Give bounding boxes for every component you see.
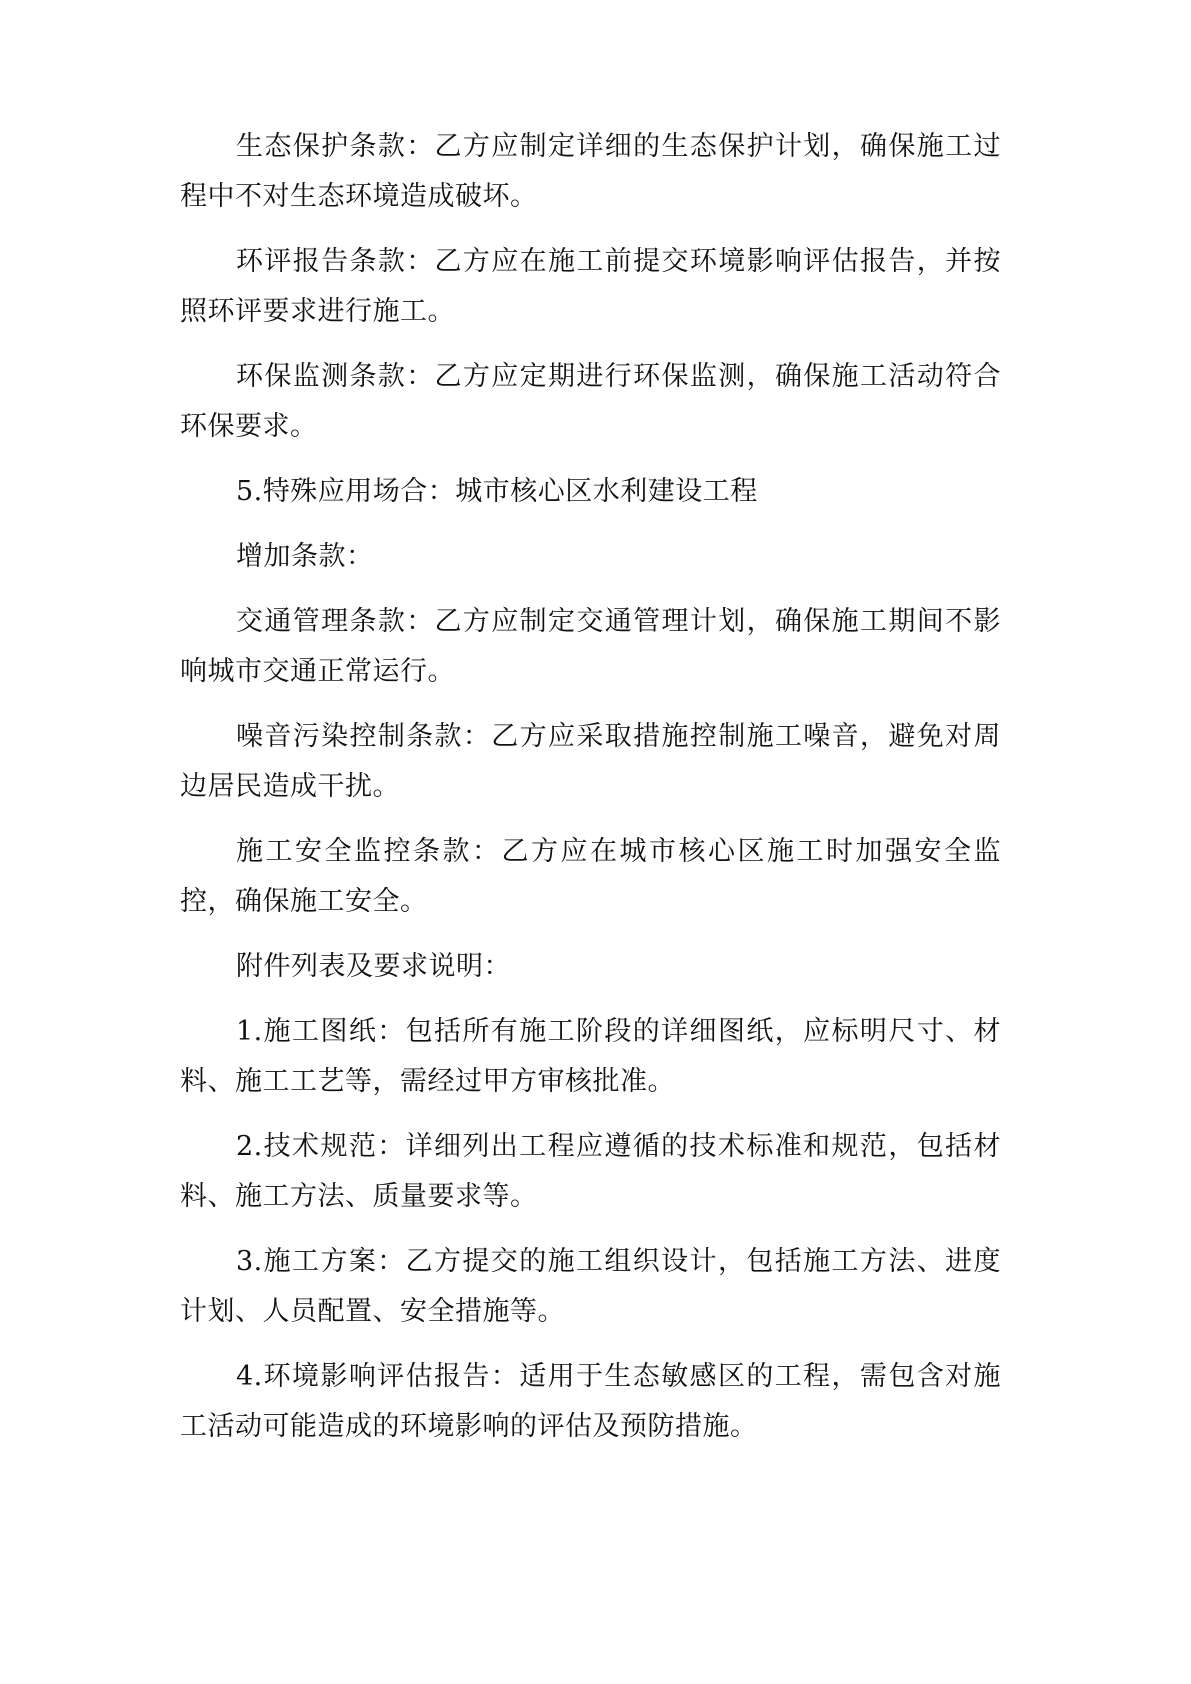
paragraph-traffic-management: 交通管理条款：乙方应制定交通管理计划，确保施工期间不影响城市交通正常运行。 [180, 606, 1001, 687]
paragraph-attachment-drawings: 1.施工图纸：包括所有施工阶段的详细图纸，应标明尺寸、材料、施工工艺等，需经过甲方审核批准。 [180, 1016, 1001, 1097]
document-page [180, 0, 1001, 1684]
paragraph-attachment-eia: 4.环境影响评估报告：适用于生态敏感区的工程，需包含对施工活动可能造成的环境影响的评估及预防措施。 [180, 1361, 1001, 1442]
paragraph-env-monitoring: 环保监测条款：乙方应定期进行环保监测，确保施工活动符合环保要求。 [180, 361, 1001, 442]
paragraph-attachments-heading: 附件列表及要求说明： [236, 951, 511, 982]
paragraph-ecological-protection: 生态保护条款：乙方应制定详细的生态保护计划，确保施工过程中不对生态环境造成破坏。 [180, 131, 1001, 212]
paragraph-eia-report: 环评报告条款：乙方应在施工前提交环境影响评估报告，并按照环评要求进行施工。 [180, 246, 1001, 327]
paragraph-safety-monitoring: 施工安全监控条款：乙方应在城市核心区施工时加强安全监控，确保施工安全。 [180, 836, 1001, 917]
paragraph-noise-control: 噪音污染控制条款：乙方应采取措施控制施工噪音，避免对周边居民造成干扰。 [180, 721, 1001, 802]
paragraph-special-case-heading: 5.特殊应用场合：城市核心区水利建设工程 [236, 476, 758, 507]
paragraph-attachment-plan: 3.施工方案：乙方提交的施工组织设计，包括施工方法、进度计划、人员配置、安全措施等。 [180, 1246, 1001, 1327]
paragraph-attachment-specs: 2.技术规范：详细列出工程应遵循的技术标准和规范，包括材料、施工方法、质量要求等。 [180, 1131, 1001, 1212]
paragraph-added-clauses-heading: 增加条款： [236, 541, 374, 572]
